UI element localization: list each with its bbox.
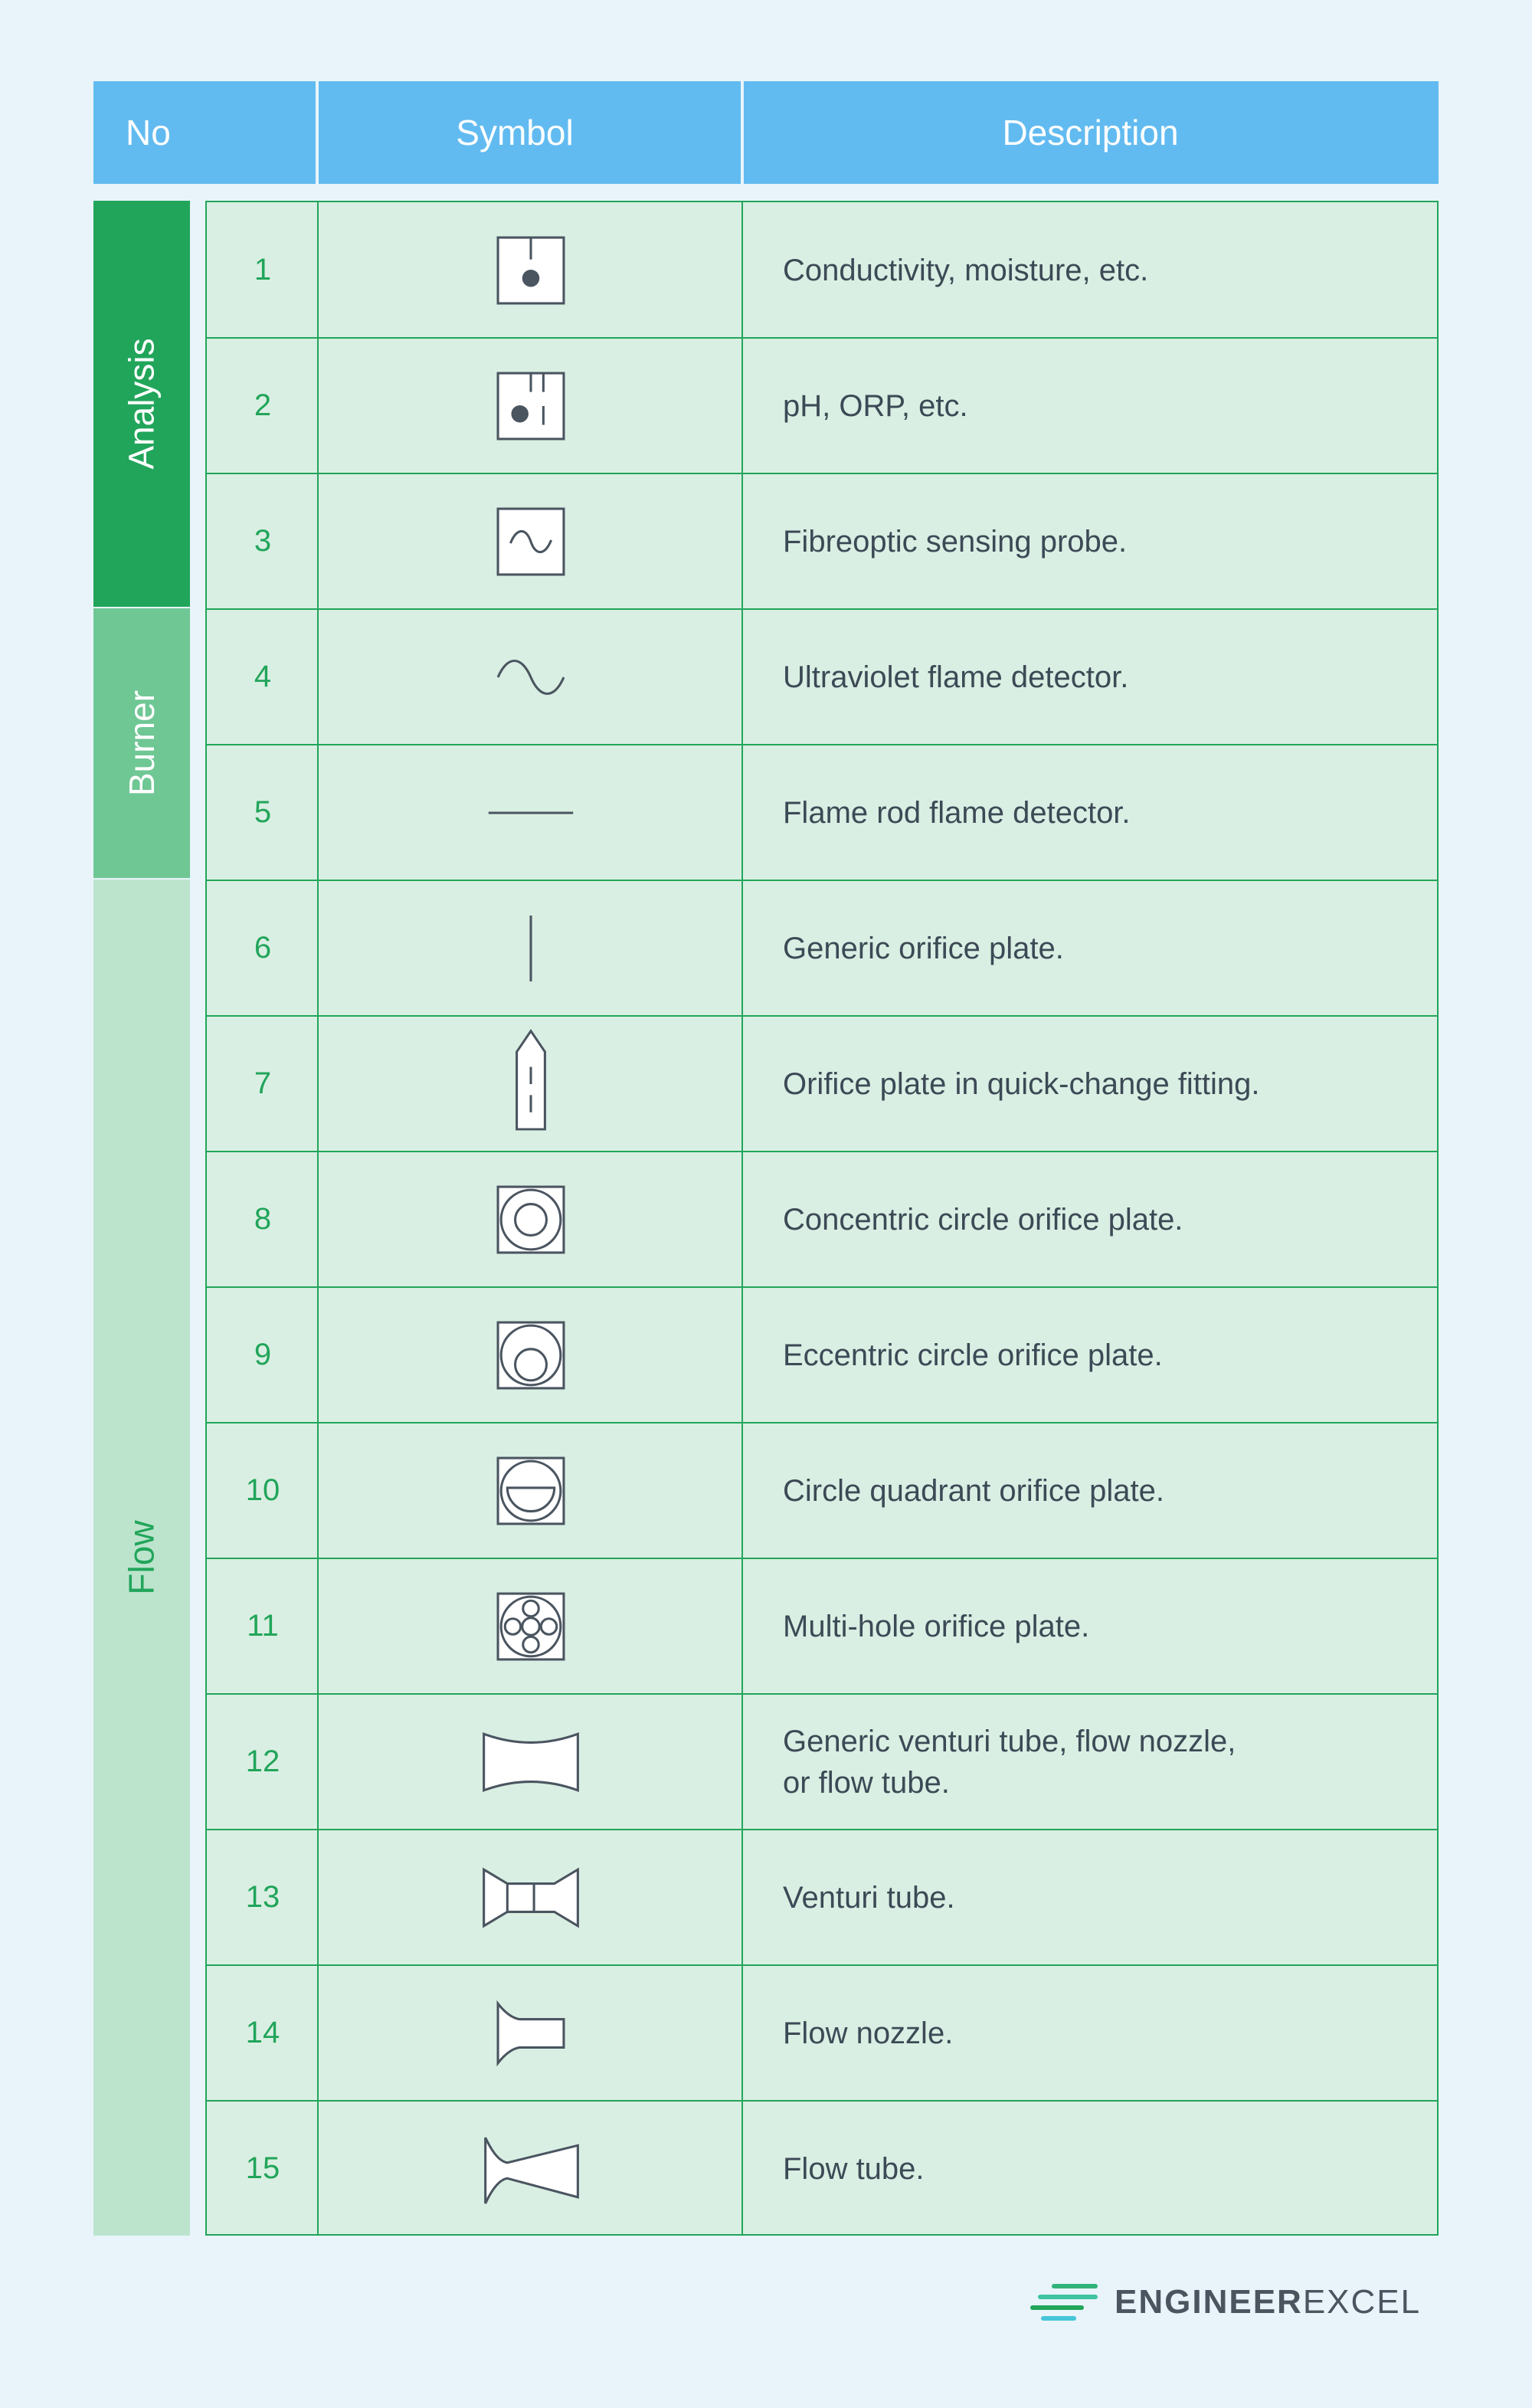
symbol-table — [205, 201, 1439, 2236]
category-flow-label: Flow — [122, 1520, 162, 1595]
row-description: Flow nozzle. — [783, 2016, 954, 2050]
table-row — [207, 202, 1437, 338]
symbol-cell — [319, 1830, 743, 1965]
multi-hole-icon — [496, 1592, 565, 1661]
table-row — [207, 880, 1437, 1016]
table-row — [207, 1287, 1437, 1423]
row-description: Multi-hole orifice plate. — [783, 1609, 1090, 1643]
category-burner-label: Burner — [122, 690, 162, 797]
horizontal-line-icon — [496, 778, 565, 847]
table-row — [207, 1152, 1437, 1287]
eccentric-circle-icon — [496, 1321, 565, 1390]
venturi-tube-icon — [496, 1863, 565, 1932]
table-row — [207, 609, 1437, 745]
quick-change-fitting-icon — [496, 1050, 565, 1119]
row-number: 6 — [254, 931, 272, 965]
table-row — [207, 2101, 1437, 2236]
row-number: 13 — [245, 1880, 280, 1914]
symbol-cell — [319, 473, 743, 609]
quadrant-circle-icon — [496, 1456, 565, 1525]
engineerexcel-logo — [1030, 2279, 1421, 2325]
row-number: 9 — [254, 1338, 272, 1371]
row-description: Generic orifice plate. — [783, 931, 1064, 965]
row-description: Flame rod flame detector. — [783, 795, 1131, 830]
row-number: 3 — [254, 524, 272, 558]
table-row — [207, 1558, 1437, 1694]
logo-text — [1115, 2283, 1421, 2321]
row-number: 7 — [254, 1066, 272, 1100]
symbol-cell — [319, 1016, 743, 1152]
symbol-cell — [319, 609, 743, 745]
table-row — [207, 1830, 1437, 1965]
logo-text-engineer: ENGINEER — [1115, 2283, 1303, 2321]
row-description: Circle quadrant orifice plate. — [783, 1473, 1165, 1508]
vertical-line-icon — [496, 914, 565, 983]
row-number: 11 — [247, 1609, 279, 1643]
symbol-cell — [319, 880, 743, 1016]
symbol-cell — [319, 1423, 743, 1558]
row-number: 4 — [254, 660, 272, 693]
row-description: Conductivity, moisture, etc. — [783, 253, 1149, 287]
symbol-cell — [319, 1965, 743, 2101]
table-row — [207, 1965, 1437, 2101]
symbol-cell — [319, 1287, 743, 1423]
table-row — [207, 338, 1437, 473]
row-number: 15 — [245, 2151, 280, 2185]
symbol-cell — [319, 1694, 743, 1830]
row-description: Venturi tube. — [783, 1880, 955, 1915]
logo-text-excel: EXCEL — [1302, 2283, 1422, 2321]
row-number: 10 — [245, 1473, 280, 1507]
box-dot-dashes-icon — [496, 372, 565, 441]
flow-tube-icon — [496, 2134, 565, 2203]
table-header — [93, 81, 1439, 184]
row-description: Eccentric circle orifice plate. — [783, 1338, 1163, 1372]
row-number: 8 — [254, 1202, 272, 1236]
venturi-generic-icon — [496, 1728, 565, 1797]
header-description: Description — [1002, 113, 1179, 152]
row-number: 1 — [254, 253, 272, 287]
category-analysis — [93, 201, 190, 607]
category-analysis-label: Analysis — [122, 338, 162, 470]
row-description: Concentric circle orifice plate. — [783, 1202, 1183, 1237]
table-row — [207, 745, 1437, 880]
box-wave-icon — [496, 507, 565, 576]
table-row — [207, 1423, 1437, 1558]
row-number: 14 — [245, 2016, 280, 2049]
flow-nozzle-icon — [496, 1999, 565, 2068]
row-description: Fibreoptic sensing probe. — [783, 524, 1128, 559]
header-symbol: Symbol — [456, 113, 574, 152]
category-flow — [93, 880, 190, 2236]
symbol-cell — [319, 202, 743, 338]
row-description: pH, ORP, etc. — [783, 388, 968, 423]
row-description: Flow tube. — [783, 2151, 925, 2186]
symbol-cell — [319, 1558, 743, 1694]
wave-icon — [496, 643, 565, 712]
row-description: Ultraviolet flame detector. — [783, 660, 1129, 694]
symbol-cell — [319, 338, 743, 473]
symbol-cell — [319, 1152, 743, 1287]
logo-stripes-icon — [1030, 2279, 1101, 2325]
row-number: 12 — [245, 1745, 280, 1778]
category-burner — [93, 608, 190, 878]
row-description: Generic venturi tube, flow nozzle, or flow tube. — [783, 1724, 1236, 1800]
table-row — [207, 1016, 1437, 1152]
row-description: Orifice plate in quick-change fitting. — [783, 1066, 1260, 1101]
concentric-circle-icon — [496, 1185, 565, 1254]
row-number: 5 — [254, 795, 272, 829]
table-row — [207, 473, 1437, 609]
row-number: 2 — [254, 388, 272, 422]
symbol-cell — [319, 2101, 743, 2236]
table-row — [207, 1694, 1437, 1830]
symbol-cell — [319, 745, 743, 880]
header-no: No — [126, 113, 171, 152]
box-dot-bar-icon — [496, 236, 565, 305]
